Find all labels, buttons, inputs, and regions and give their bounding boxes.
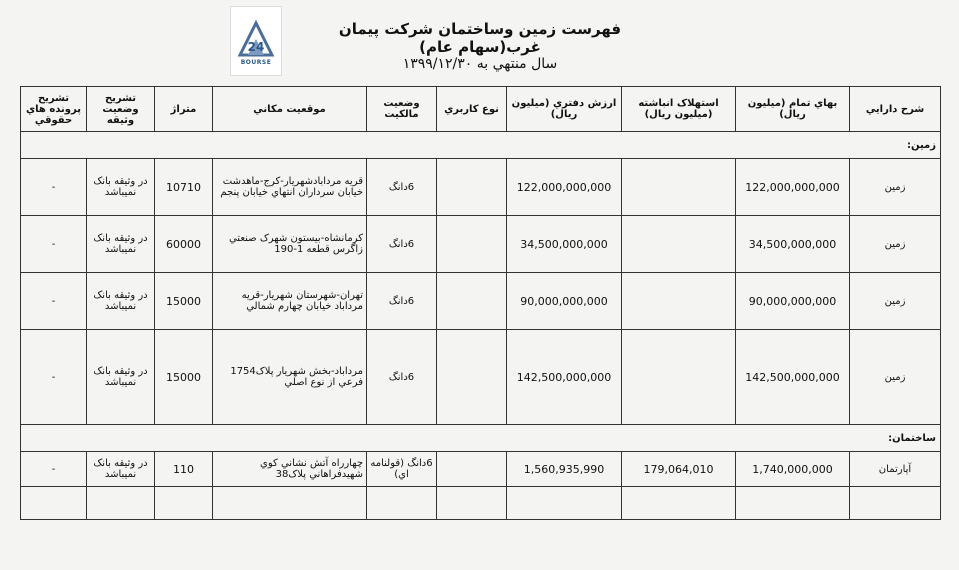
cell-total-cost: 34,500,000,000: [736, 216, 850, 273]
bourse-logo: [230, 6, 282, 76]
col-ownership: وضعيت مالکيت: [367, 87, 437, 132]
cell-deed-status: در وثيقه بانک نميباشد: [87, 273, 155, 330]
col-area: متراژ: [155, 87, 213, 132]
cell-deed-status: در وثيقه بانک نميباشد: [87, 159, 155, 216]
cell-location: مرداباد-بخش شهريار پلاک1754 فرعي از نوع اصلي: [213, 330, 367, 425]
table-row: [21, 330, 941, 425]
cell-location: تهران-شهرستان شهريار-قريه مرداباد خيابان چهارم شمالي: [213, 273, 367, 330]
cell-book-value: 1,560,935,990: [507, 452, 622, 487]
col-accum-depr: استهلاک انباشته (ميليون ريال): [622, 87, 736, 132]
cell-usage: [437, 452, 507, 487]
col-total-cost: بهاي تمام (ميليون ريال): [736, 87, 850, 132]
cell-usage: [437, 273, 507, 330]
table-row: [21, 273, 941, 330]
assets-table: [20, 86, 941, 520]
cell-legal-files: -: [21, 452, 87, 487]
empty-cell: [21, 487, 87, 520]
empty-cell: [622, 487, 736, 520]
cell-accum-depr: 179,064,010: [622, 452, 736, 487]
empty-cell: [87, 487, 155, 520]
cell-deed-status: در وثيقه بانک نميباشد: [87, 452, 155, 487]
cell-asset-desc: زمين: [850, 216, 941, 273]
section-building-label: ساختمان:: [21, 425, 941, 452]
cell-area: 10710: [155, 159, 213, 216]
empty-row: [21, 487, 941, 520]
cell-book-value: 122,000,000,000: [507, 159, 622, 216]
cell-location: چهارراه آتش نشاني کوي شهيدفراهاني پلاک38: [213, 452, 367, 487]
section-land-label: زمين:: [21, 132, 941, 159]
cell-accum-depr: [622, 159, 736, 216]
cell-total-cost: 90,000,000,000: [736, 273, 850, 330]
table-row: [21, 159, 941, 216]
cell-total-cost: 1,740,000,000: [736, 452, 850, 487]
cell-legal-files: -: [21, 159, 87, 216]
logo-graphic: [236, 17, 276, 59]
cell-legal-files: -: [21, 216, 87, 273]
header-row: [21, 87, 941, 132]
cell-area: 60000: [155, 216, 213, 273]
empty-cell: [850, 487, 941, 520]
cell-book-value: 142,500,000,000: [507, 330, 622, 425]
cell-book-value: 34,500,000,000: [507, 216, 622, 273]
page-title: فهرست زمين وساختمان شرکت پيمان غرب(سهام عام): [338, 20, 622, 56]
cell-area: 15000: [155, 330, 213, 425]
page-subtitle: سال منتهي به ۱۳۹۹/۱۲/۳۰: [402, 56, 558, 72]
empty-cell: [507, 487, 622, 520]
col-usage: نوع کاربري: [437, 87, 507, 132]
cell-location: قريه مردابادشهريار-کرج-ماهدشت خيابان سرداران انتهاي خيابان پنجم: [213, 159, 367, 216]
empty-cell: [213, 487, 367, 520]
cell-area: 110: [155, 452, 213, 487]
cell-book-value: 90,000,000,000: [507, 273, 622, 330]
cell-asset-desc: زمين: [850, 273, 941, 330]
svg-text:24: 24: [247, 39, 265, 54]
section-land-row: [21, 132, 941, 159]
cell-ownership: 6دانگ (قولنامه اي): [367, 452, 437, 487]
col-asset-desc: شرح دارايي: [850, 87, 941, 132]
cell-ownership: 6دانگ: [367, 159, 437, 216]
cell-deed-status: در وثيقه بانک نميباشد: [87, 216, 155, 273]
cell-area: 15000: [155, 273, 213, 330]
empty-cell: [155, 487, 213, 520]
cell-usage: [437, 216, 507, 273]
cell-ownership: 6دانگ: [367, 330, 437, 425]
cell-accum-depr: [622, 216, 736, 273]
cell-legal-files: -: [21, 273, 87, 330]
cell-total-cost: 142,500,000,000: [736, 330, 850, 425]
cell-asset-desc: زمين: [850, 159, 941, 216]
empty-cell: [367, 487, 437, 520]
cell-total-cost: 122,000,000,000: [736, 159, 850, 216]
cell-deed-status: در وثيقه بانک نميباشد: [87, 330, 155, 425]
cell-usage: [437, 330, 507, 425]
cell-ownership: 6دانگ: [367, 216, 437, 273]
col-location: موقعيت مکاني: [213, 87, 367, 132]
section-building-row: [21, 425, 941, 452]
empty-cell: [736, 487, 850, 520]
empty-cell: [437, 487, 507, 520]
table-row: [21, 216, 941, 273]
cell-accum-depr: [622, 330, 736, 425]
table-row: [21, 452, 941, 487]
cell-usage: [437, 159, 507, 216]
cell-location: کرمانشاه-بيستون شهرک صنعتي زاگرس قطعه 1-190: [213, 216, 367, 273]
col-legal-files: تشريح پرونده هاي حقوقي: [21, 87, 87, 132]
cell-ownership: 6دانگ: [367, 273, 437, 330]
cell-accum-depr: [622, 273, 736, 330]
col-deed-status: تشريح وضعيت وثيقه: [87, 87, 155, 132]
cell-legal-files: -: [21, 330, 87, 425]
logo-text: BOURSE: [240, 58, 272, 66]
col-book-value: ارزش دفتري (ميليون ريال): [507, 87, 622, 132]
cell-asset-desc: زمين: [850, 330, 941, 425]
cell-asset-desc: آپارتمان: [850, 452, 941, 487]
